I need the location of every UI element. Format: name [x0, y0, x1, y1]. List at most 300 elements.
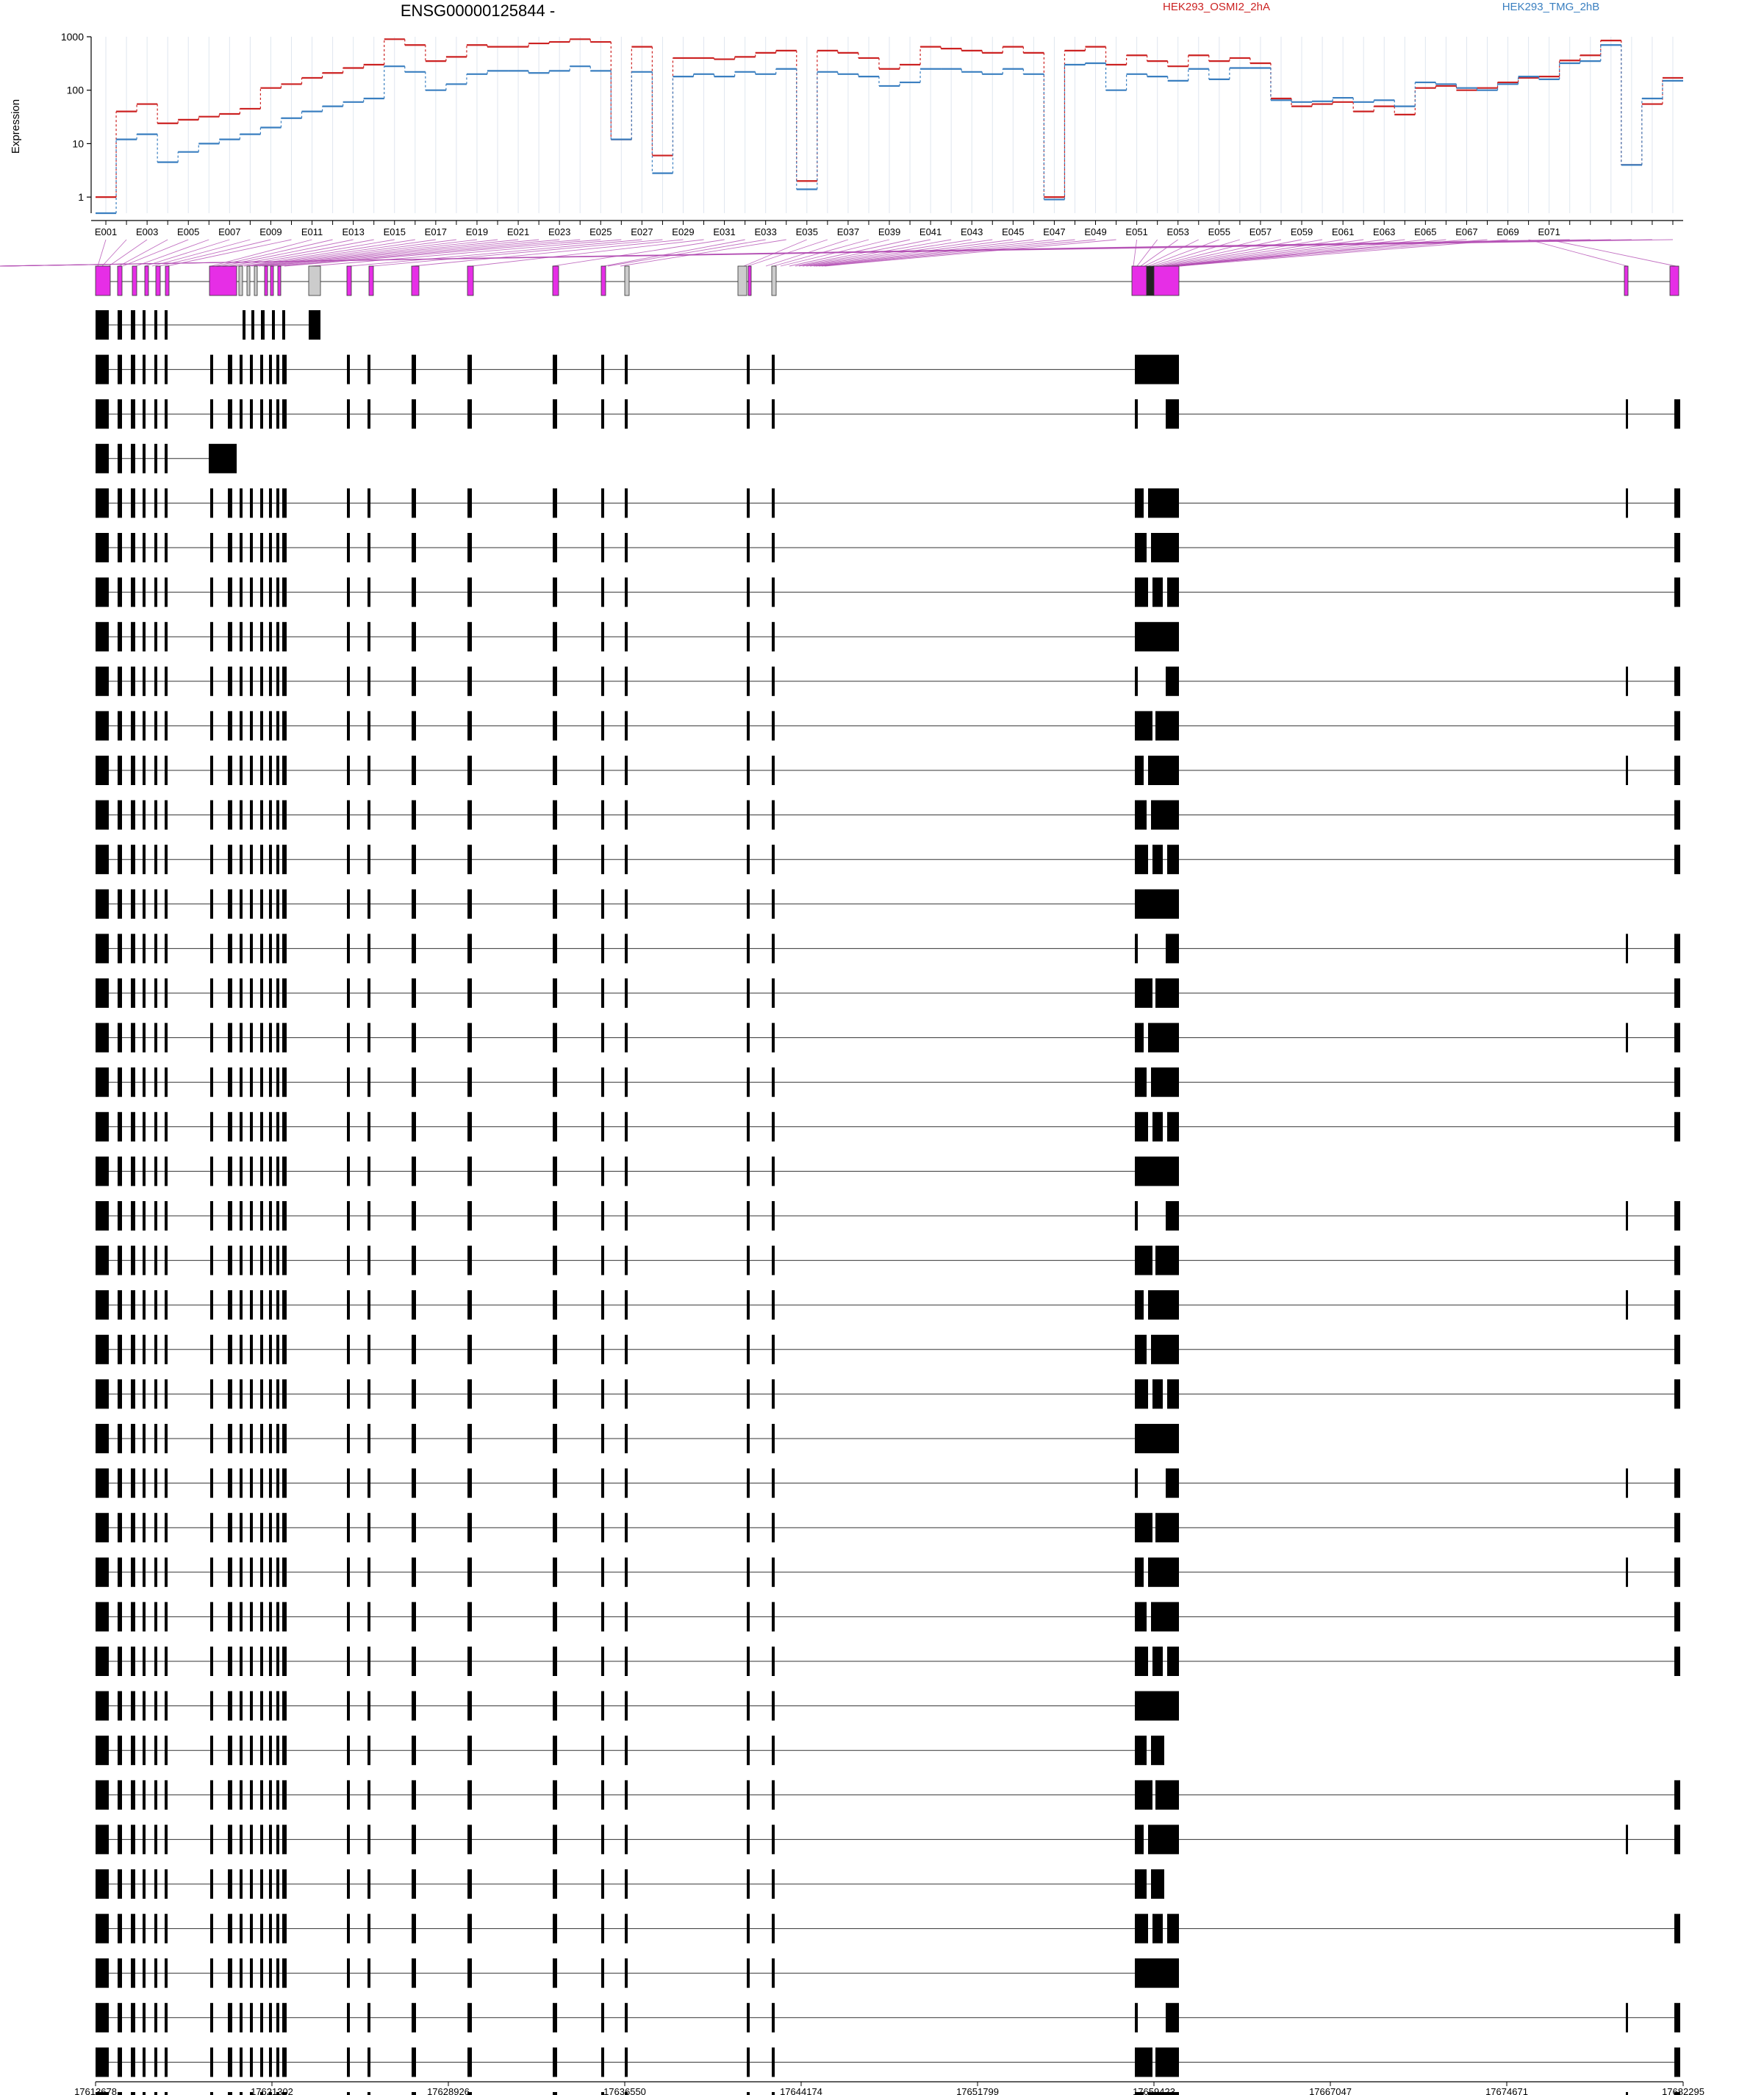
transcript-exon [240, 1958, 243, 1988]
transcript-exon [368, 1469, 370, 1498]
transcript-exon [368, 2092, 370, 2095]
transcript-exon [412, 1156, 416, 1186]
transcript-exon [1135, 1246, 1152, 1275]
transcript-exon [131, 667, 135, 696]
transcript-exon [601, 1023, 604, 1053]
transcript-exon [772, 2047, 775, 2077]
transcript-exon [1151, 1869, 1164, 1899]
transcript-exon [154, 1869, 157, 1899]
transcript-exon [96, 978, 109, 1008]
transcript-exon [96, 1513, 109, 1542]
legend-series-osmi2: HEK293_OSMI2_2hA [1163, 1, 1270, 13]
transcript-exon [269, 1602, 272, 1631]
transcript-exon [250, 1469, 253, 1498]
transcript-exon [282, 1869, 287, 1899]
transcript-exon [1151, 533, 1179, 562]
transcript-exon [467, 1958, 472, 1988]
transcript-exon [553, 667, 557, 696]
transcript-exon [118, 488, 122, 518]
transcript-exon [625, 1156, 628, 1186]
transcript-exon [165, 2092, 168, 2095]
transcript-exon [276, 1602, 279, 1631]
transcript-exon [601, 1691, 604, 1721]
transcript-exon [228, 1780, 232, 1810]
transcript-exon [118, 1379, 122, 1408]
transcript-exon [240, 1691, 243, 1721]
transcript-exon [309, 310, 320, 340]
transcript-exon [260, 1602, 263, 1631]
transcript-exon [347, 801, 350, 830]
transcript-exon [1135, 1647, 1148, 1676]
exon-connector [248, 240, 436, 266]
transcript-exon [210, 1736, 213, 1765]
transcript-exon [118, 667, 122, 696]
transcript-exon [96, 1602, 109, 1631]
transcript-exon [368, 1246, 370, 1275]
transcript-exon [467, 399, 472, 429]
transcript-exon [269, 1469, 272, 1498]
transcript-exon [250, 1201, 253, 1231]
transcript-exon [131, 355, 135, 384]
transcript-exon [260, 488, 263, 518]
exon-block [347, 266, 351, 296]
transcript-exon [747, 1780, 750, 1810]
transcript-exon [368, 488, 370, 518]
transcript-exon [1155, 1246, 1179, 1275]
transcript-exon [260, 1914, 263, 1944]
transcript-exon [772, 978, 775, 1008]
transcript-exon [467, 1246, 472, 1275]
exon-connector [472, 240, 704, 266]
transcript-exon [347, 1513, 350, 1542]
transcript-exon [260, 578, 263, 607]
transcript-exon [1674, 711, 1680, 740]
transcript-exon [118, 711, 122, 740]
transcript-exon [347, 1736, 350, 1765]
transcript-exon [96, 889, 109, 919]
transcript-exon [625, 1780, 628, 1810]
transcript-exon [1135, 978, 1152, 1008]
transcript-exon [601, 2003, 604, 2033]
transcript-exon [282, 1602, 287, 1631]
exon-label: E023 [548, 226, 571, 237]
transcript-exon [347, 1379, 350, 1408]
transcript-exon [1674, 1112, 1680, 1142]
transcript-exon [118, 1469, 122, 1498]
transcript-exon [282, 978, 287, 1008]
transcript-exon [772, 578, 775, 607]
transcript-exon [228, 488, 232, 518]
transcript-exon [1135, 1958, 1179, 1988]
transcript-exon [747, 1647, 750, 1676]
transcript-exon [143, 1824, 146, 1854]
transcript-exon [165, 1246, 168, 1275]
transcript-exon [1674, 845, 1680, 874]
transcript-exon [131, 1335, 135, 1364]
transcript-exon [412, 1112, 416, 1142]
transcript-exon [269, 1958, 272, 1988]
transcript-exon [210, 1424, 213, 1453]
transcript-exon [118, 310, 122, 340]
transcript-exon [131, 578, 135, 607]
transcript-exon [1166, 2003, 1179, 2033]
transcript-exon [1167, 1914, 1179, 1944]
transcript-exon [276, 1112, 279, 1142]
transcript-exon [467, 1647, 472, 1676]
transcript-exon [1135, 667, 1138, 696]
exon-label: E015 [383, 226, 406, 237]
transcript-exon [154, 488, 157, 518]
transcript-exon [210, 978, 213, 1008]
transcript-exon [347, 1469, 350, 1498]
transcript-exon [747, 1379, 750, 1408]
transcript-exon [165, 1379, 168, 1408]
transcript-exon [625, 711, 628, 740]
transcript-exon [210, 1023, 213, 1053]
transcript-exon [276, 1290, 279, 1319]
transcript-exon [143, 1112, 146, 1142]
transcript-exon [1674, 1290, 1680, 1319]
transcript-exon [260, 1869, 263, 1899]
transcript-exon [412, 1379, 416, 1408]
transcript-exon [143, 1958, 146, 1988]
transcript-exon [553, 622, 557, 651]
transcript-exon [118, 1914, 122, 1944]
transcript-track [96, 310, 320, 340]
transcript-exon [165, 1558, 168, 1587]
transcript-exon [467, 1201, 472, 1231]
transcript-exon [260, 533, 263, 562]
transcript-exon [368, 1067, 370, 1097]
transcript-exon [165, 399, 168, 429]
transcript-track [96, 488, 1680, 518]
transcript-exon [467, 1112, 472, 1142]
transcript-exon [240, 488, 243, 518]
transcript-exon [131, 1691, 135, 1721]
transcript-exon [96, 756, 109, 785]
transcript-exon [269, 1513, 272, 1542]
transcript-exon [1674, 978, 1680, 1008]
transcript-exon [118, 1023, 122, 1053]
transcript-exon [131, 2003, 135, 2033]
transcript-exon [282, 533, 287, 562]
transcript-exon [625, 533, 628, 562]
transcript-exon [165, 355, 168, 384]
exon-label: E007 [218, 226, 241, 237]
transcript-exon [601, 2047, 604, 2077]
exon-label: E051 [1125, 226, 1148, 237]
transcript-exon [269, 622, 272, 651]
transcript-exon [165, 1602, 168, 1631]
transcript-exon [210, 1246, 213, 1275]
transcript-exon [553, 1201, 557, 1231]
exon-label: E053 [1166, 226, 1189, 237]
transcript-exon [1135, 756, 1144, 785]
transcript-exon [368, 1379, 370, 1408]
transcript-exon [276, 1156, 279, 1186]
transcript-exon [282, 1335, 287, 1364]
transcript-exon [154, 711, 157, 740]
transcript-exon [467, 1156, 472, 1186]
transcript-exon [250, 1736, 253, 1765]
transcript-exon [131, 1780, 135, 1810]
transcript-exon [269, 1558, 272, 1587]
transcript-exon [625, 1424, 628, 1453]
transcript-exon [276, 1869, 279, 1899]
transcript-exon [772, 1824, 775, 1854]
transcript-exon [1674, 1914, 1680, 1944]
gene-model [96, 266, 1679, 296]
transcript-exon [747, 1736, 750, 1765]
transcript-exon [131, 1246, 135, 1275]
transcript-exon [772, 2003, 775, 2033]
transcript-exon [165, 1156, 168, 1186]
transcript-exon [1674, 1335, 1680, 1364]
transcript-exon [747, 1602, 750, 1631]
transcript-track [96, 2092, 1680, 2095]
transcript-exon [772, 801, 775, 830]
transcript-exon [1135, 1290, 1144, 1319]
transcript-exon [368, 2047, 370, 2077]
transcript-exon [347, 2047, 350, 2077]
transcript-track [96, 934, 1680, 963]
transcript-exon [553, 845, 557, 874]
transcript-exon [347, 1691, 350, 1721]
transcript-exon [131, 2047, 135, 2077]
transcript-exon [96, 355, 109, 384]
transcript-exon [625, 355, 628, 384]
transcript-exon [260, 845, 263, 874]
transcript-exon [368, 533, 370, 562]
transcript-exon [165, 756, 168, 785]
transcript-exon [553, 1647, 557, 1676]
transcript-exon [1674, 1469, 1680, 1498]
transcript-exon [165, 622, 168, 651]
transcript-exon [210, 1513, 213, 1542]
transcript-exon [747, 399, 750, 429]
transcript-exon [1135, 578, 1148, 607]
transcript-exon [368, 622, 370, 651]
transcript-track [96, 578, 1680, 607]
exon-block [738, 266, 747, 296]
transcript-exon [260, 978, 263, 1008]
transcript-track [96, 1647, 1680, 1676]
transcript-exon [368, 1424, 370, 1453]
transcript-exon [260, 1156, 263, 1186]
transcript-track [96, 1067, 1680, 1097]
transcript-exon [96, 488, 109, 518]
transcript-exon [250, 1290, 253, 1319]
transcript-exon [412, 934, 416, 963]
transcript-exon [154, 578, 157, 607]
transcript-exon [347, 1824, 350, 1854]
transcript-exon [412, 488, 416, 518]
transcript-exon [601, 756, 604, 785]
transcript-exon [747, 889, 750, 919]
transcript-track [96, 1513, 1680, 1542]
transcript-exon [240, 1112, 243, 1142]
transcript-exon [625, 934, 628, 963]
transcript-exon [282, 578, 287, 607]
transcript-exon [368, 667, 370, 696]
y-axis [61, 31, 91, 213]
transcript-exon [601, 1201, 604, 1231]
transcript-track [96, 1201, 1680, 1231]
transcript-exon [347, 1201, 350, 1231]
transcript-exon [269, 1736, 272, 1765]
exon-connector [1133, 240, 1137, 266]
transcript-exon [1152, 1647, 1163, 1676]
transcript-exon [269, 533, 272, 562]
transcript-exon [96, 1691, 109, 1721]
transcript-exon [747, 1958, 750, 1988]
exon-block [1670, 266, 1679, 296]
transcript-exon [625, 2003, 628, 2033]
transcript-exon [143, 622, 146, 651]
transcript-exon [269, 1647, 272, 1676]
transcript-exon [96, 1558, 109, 1587]
transcript-exon [228, 1067, 232, 1097]
transcript-exon [347, 711, 350, 740]
transcript-exon [165, 711, 168, 740]
exon-connector [98, 240, 106, 266]
transcript-exon [347, 1246, 350, 1275]
transcript-exon [1135, 488, 1144, 518]
exon-block [96, 266, 110, 296]
transcript-track [96, 1558, 1680, 1587]
transcript-exon [772, 1914, 775, 1944]
y-tick-label: 1000 [60, 31, 84, 43]
transcript-exon [1135, 711, 1152, 740]
transcript-exon [143, 444, 146, 473]
transcript-exon [347, 533, 350, 562]
transcript-exon [772, 1602, 775, 1631]
transcript-exon [269, 801, 272, 830]
transcript-exon [240, 578, 243, 607]
transcript-exon [96, 399, 109, 429]
transcript-exon [1151, 1602, 1179, 1631]
transcript-exon [143, 1780, 146, 1810]
transcript-exon [276, 1647, 279, 1676]
transcript-exon [143, 667, 146, 696]
transcript-exon [276, 533, 279, 562]
transcript-exon [131, 711, 135, 740]
transcript-exon [228, 1469, 232, 1498]
exon-block [209, 266, 237, 296]
transcript-track [96, 711, 1680, 740]
transcript-exon [276, 1379, 279, 1408]
transcript-exon [96, 1736, 109, 1765]
transcript-exon [1135, 1513, 1152, 1542]
transcript-exon [412, 1869, 416, 1899]
transcript-exon [269, 1824, 272, 1854]
transcript-exon [368, 578, 370, 607]
transcript-exon [747, 934, 750, 963]
transcript-exon [1152, 845, 1163, 874]
transcript-exon [1148, 1824, 1179, 1854]
transcript-exon [131, 978, 135, 1008]
transcript-exon [260, 1290, 263, 1319]
transcript-exon [553, 355, 557, 384]
transcript-exon [240, 1201, 243, 1231]
transcript-exon [269, 1290, 272, 1319]
transcript-exon [143, 355, 146, 384]
transcript-exon [228, 1869, 232, 1899]
exon-label: E009 [259, 226, 282, 237]
transcript-exon [143, 889, 146, 919]
y-axis-label: Expression [10, 99, 22, 154]
transcript-exon [368, 1290, 370, 1319]
transcript-exon [412, 2003, 416, 2033]
transcript-exon [118, 1246, 122, 1275]
transcript-exon [131, 1156, 135, 1186]
exon-label: E039 [878, 226, 901, 237]
transcript-exon [625, 1290, 628, 1319]
transcript-exon [1135, 1869, 1147, 1899]
transcript-exon [240, 801, 243, 830]
transcript-exon [228, 1246, 232, 1275]
transcript-track [96, 1290, 1680, 1319]
transcript-exon [210, 1156, 213, 1186]
transcript-exon [1135, 934, 1138, 963]
transcript-exon [250, 1780, 253, 1810]
transcript-exon [228, 1335, 232, 1364]
transcript-track [96, 399, 1680, 429]
transcript-exon [276, 1469, 279, 1498]
transcript-exon [1135, 1602, 1147, 1631]
transcript-exon [368, 1824, 370, 1854]
exon-block [412, 266, 419, 296]
transcript-exon [143, 2092, 146, 2095]
transcript-exon [1135, 1067, 1147, 1097]
transcript-exon [143, 310, 146, 340]
genomic-tick-label: 17659423 [1133, 2086, 1175, 2095]
transcript-exon [347, 488, 350, 518]
transcript-exon [282, 1469, 287, 1498]
transcript-exon [282, 399, 287, 429]
transcript-exon [143, 1023, 146, 1053]
transcript-exon [240, 978, 243, 1008]
transcript-exon [772, 399, 775, 429]
transcript-exon [131, 1424, 135, 1453]
exon-label: E025 [589, 226, 612, 237]
transcript-exon [210, 622, 213, 651]
exon-label: E013 [342, 226, 365, 237]
transcript-exon [747, 578, 750, 607]
transcript-exon [412, 1647, 416, 1676]
transcript-exon [412, 889, 416, 919]
transcript-exon [154, 1290, 157, 1319]
transcript-track [96, 1869, 1164, 1899]
transcript-exon [747, 1513, 750, 1542]
exon-block [278, 266, 281, 296]
transcript-exon [1674, 1824, 1680, 1854]
transcript-exon [467, 2047, 472, 2077]
transcript-exon [282, 756, 287, 785]
transcript-exon [772, 1424, 775, 1453]
transcript-exon [747, 1067, 750, 1097]
transcript-exon [747, 1824, 750, 1854]
transcript-exon [250, 889, 253, 919]
transcript-exon [601, 1780, 604, 1810]
transcript-exon [276, 2047, 279, 2077]
transcript-exon [1152, 1112, 1163, 1142]
genomic-tick-label: 17674671 [1485, 2086, 1528, 2095]
transcript-exon [131, 1824, 135, 1854]
transcript-exon [143, 845, 146, 874]
transcript-exon [260, 756, 263, 785]
transcript-exon [210, 1201, 213, 1231]
